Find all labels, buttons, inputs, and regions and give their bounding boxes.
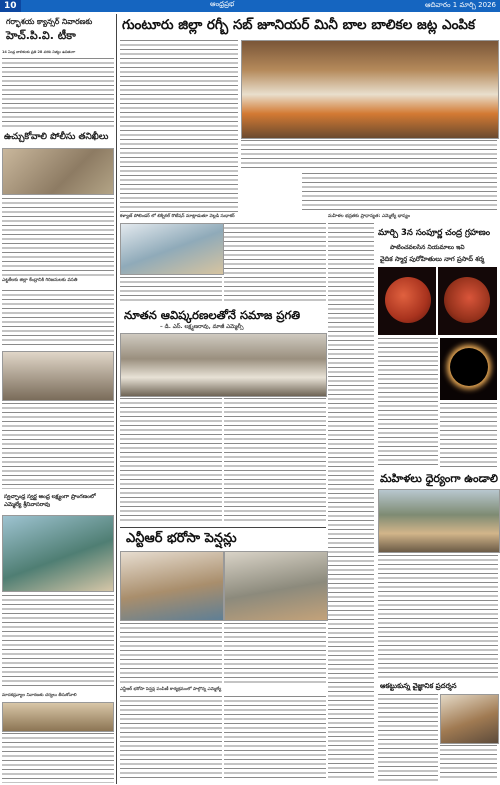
- kalyan-text-left: [120, 277, 222, 303]
- pension-headline: ఎన్టీఆర్ భరోసా పెన్షన్లు: [126, 531, 237, 546]
- left-story2-headline: ఉచ్చుకోవాలి పోలీసు తనిఖీలు: [4, 132, 109, 142]
- women-photo: [378, 489, 500, 553]
- eclipse-ring-icon: [450, 348, 488, 386]
- left-story6-text: [2, 733, 114, 783]
- eclipse-headline: మార్చి 3న సంపూర్ణ చంద్ర గ్రహణం: [378, 228, 491, 238]
- lead-text-wide: [241, 140, 497, 170]
- eclipse-text-col2: [440, 403, 497, 468]
- left-story5-headline: మాదకద్రవ్యాల నివారణకు చర్యలు తీసుకోవాలి: [2, 692, 77, 697]
- meeting-photo: [2, 351, 114, 401]
- edition-date: ఆదివారం 1 మార్చి 2026: [424, 1, 496, 9]
- pension-text-col2: [224, 623, 326, 683]
- science-headline: ఆకట్టుకున్న వైజ్ఞానిక ప్రదర్శన: [380, 682, 457, 690]
- women-text: [378, 555, 498, 679]
- rugby-team-photo: [241, 40, 499, 139]
- innovation-headline: నూతన ఆవిష్కరణలతోనే సమాజ ప్రగతి: [124, 308, 301, 322]
- left-headline: హెచ్.పి.వి. టీకా: [6, 29, 76, 42]
- moon-phase-photo: [438, 267, 497, 335]
- pension-photo-2: [224, 551, 328, 621]
- left-column: [2, 15, 114, 783]
- science-text-col2: [440, 745, 497, 781]
- police-photo: [2, 148, 114, 195]
- innovation-text-col2: [224, 398, 326, 523]
- science-expo-photo: [440, 694, 499, 744]
- innovation-byline: – డి. ఎస్. లక్ష్మణరావు, మాజీ ఎమ్మెల్సీ: [160, 324, 244, 330]
- partial-moon-icon: [444, 277, 490, 323]
- red-moon-icon: [385, 277, 431, 323]
- lead-headline: గుంటూరు జిల్లా రగ్బీ సబ్ జూనియర్ మినీ బాల బాలికల జట్ల ఎంపిక: [122, 17, 476, 33]
- left-story3-text: [2, 290, 114, 348]
- solar-eclipse-photo: [440, 338, 497, 400]
- awareness-photo: [2, 702, 114, 732]
- page-number: 10: [0, 0, 21, 12]
- swachh-photo: [2, 515, 114, 592]
- innovation-photo: [120, 333, 327, 397]
- blood-moon-photo: [378, 267, 436, 335]
- lead-text-col1: [120, 40, 238, 212]
- science-text-col1: [378, 694, 438, 781]
- lead-text-col2: [302, 173, 497, 211]
- section-rule: [120, 527, 326, 528]
- pension-text-col4: [224, 696, 326, 781]
- women-headline: మహిళలు ధైర్యంగా ఉండాలి: [380, 472, 498, 485]
- eclipse-text-col1: [378, 338, 438, 468]
- tech-photo: [120, 223, 224, 275]
- masthead: ఆంధ్రప్రభ: [210, 0, 235, 8]
- women-safety-text: [328, 223, 374, 781]
- pension-subhead: ఎన్టీఆర్ భరోసా పెన్షన్ల పంపిణీ కార్యక్రమంలో పాల్గొన్న ఎమ్మెల్యే: [120, 687, 222, 692]
- innovation-text-col1: [120, 398, 222, 523]
- left-story2-text: [2, 198, 114, 276]
- left-story4-text: [2, 403, 114, 489]
- kalyan-headline: కళ్యాణ్ పోటెండర్ లో టెక్నికల్ రొటేషన్ మాట్లాడుతూ వెల్లడి సుధాకర్: [120, 214, 235, 219]
- left-story4-headline: స్వచ్ఛాంధ్ర స్వర్ణ ఆంధ్ర లక్ష్యంగా ప్రాంగణంలో ఎమ్మెల్యే శ్రీనివాసరావు: [4, 494, 96, 508]
- pension-text-col1: [120, 623, 222, 683]
- page-header: [0, 0, 500, 12]
- left-story3-headline: ఎట్టకేలకు జిల్లా కేంద్రానికి గిరిజనులకు వసతి: [2, 278, 78, 283]
- left-story-text: [2, 58, 114, 130]
- eclipse-subhead: పాటించవలసిన నియమాలు ఇవి: [390, 244, 465, 251]
- women-safety-headline: మహిళల భద్రతకు ప్రాధాన్యత: ఎమ్మెల్యే భాష్యం: [328, 214, 410, 219]
- kalyan-text-right: [224, 223, 326, 303]
- pension-photo-1: [120, 551, 224, 621]
- pension-text-col3: [120, 696, 222, 781]
- left-kicker: గర్భాశయ క్యాన్సర్ నివారణకు: [6, 17, 93, 26]
- left-subhead: 14 ఏండ్ల బాలికలకు ప్రతి 28 వరకు నిత్యం ఉచితంగా: [2, 50, 76, 54]
- column-rule: [116, 14, 117, 784]
- left-story5-text: [2, 595, 114, 689]
- eclipse-subhead-2: వైదిక స్మార్త పురోహితులు నాగ ప్రసాద్ శర్మ: [380, 255, 485, 263]
